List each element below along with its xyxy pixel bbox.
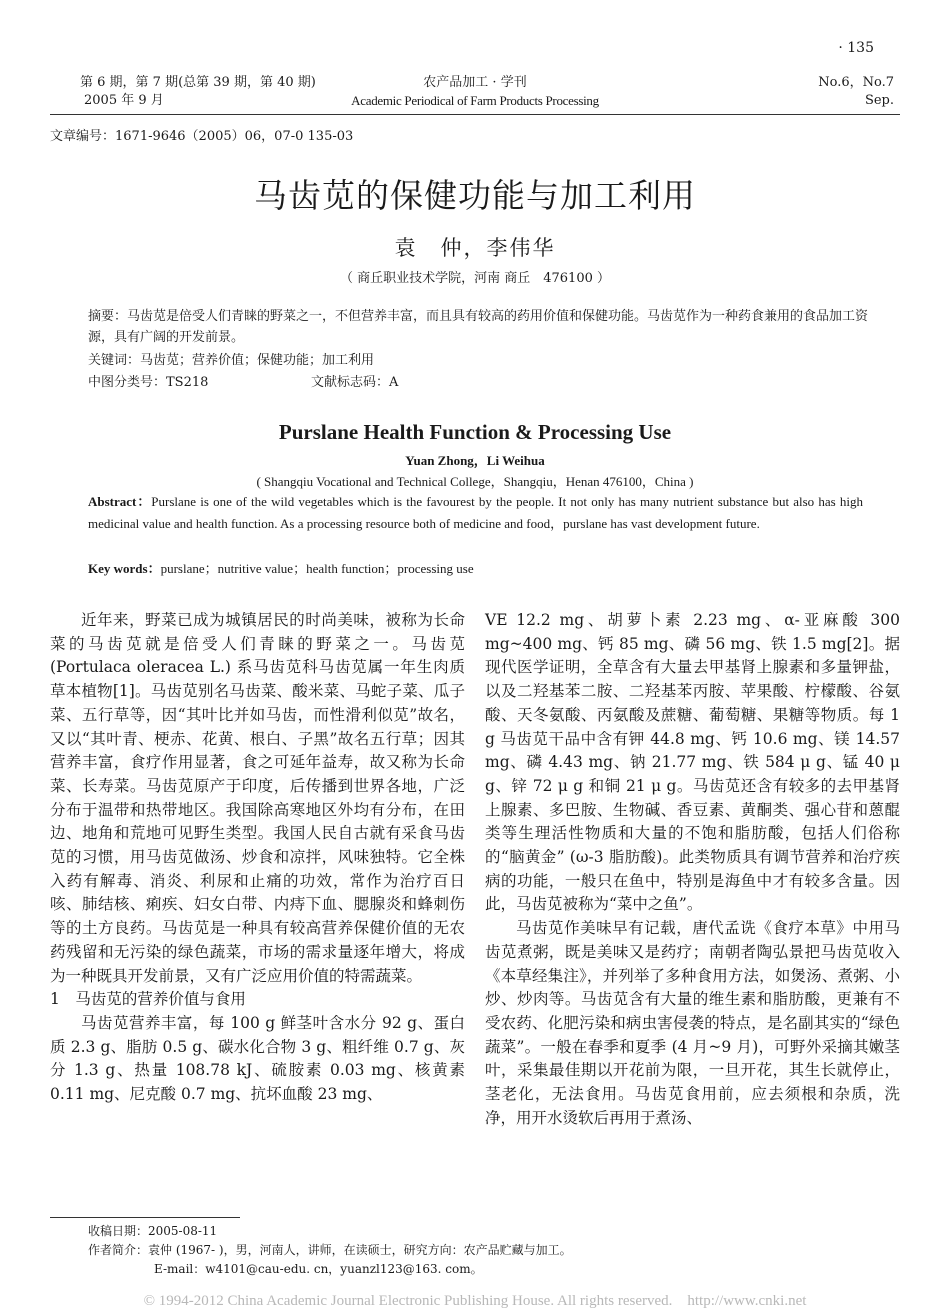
section-heading: 1 马齿苋的营养价值与食用 [50, 990, 246, 1009]
header-journal-en: Academic Periodical of Farm Products Processing [351, 93, 599, 108]
english-authors: Yuan Zhong，Li Weihua [405, 453, 545, 468]
body-column-right [485, 609, 900, 1130]
abstract-en-label: Abstract： [88, 494, 152, 509]
received-date: 收稿日期：2005-08-11 [88, 1224, 218, 1238]
keywords-cn: 关键词：马齿苋；营养价值；保健功能；加工利用 [88, 353, 375, 368]
keywords-en-label: Key words： [88, 561, 161, 576]
paragraph: 马齿苋作美味早有记载，唐代孟诜《食疗本草》中用马齿苋煮粥，既是美味又是药疗；南朝者陶弘景把马齿苋收入《本草经集注》，并列举了多种食用方法，如煲汤、煮粥、小炒、炒肉等。马齿苋含有大量的维生素和脂肪酸，更兼有不受农药、化肥污染和病虫害侵袭的特点，是名副其实的“绿色蔬菜”。一般在春季和夏季 (4 月~9 月)，可野外采摘其嫩茎叶，采集最佳期以开花前为限，一旦开花，其生长就停止，茎老化，无法食用。马齿苋食用前，应去须根和杂质，洗净，用开水烫软后再用于煮汤、 [485, 919, 900, 1127]
header-issue-en [818, 74, 894, 110]
english-title: Purslane Health Function & Processing Use [278, 420, 672, 444]
body-column-left [50, 609, 465, 1107]
header-divider [50, 114, 900, 115]
author-email: E-mail：w4101@cau-edu. cn，yuanzl123@163. com。 [154, 1262, 483, 1276]
classification-row [88, 372, 868, 393]
header-date: 2005 年 9 月 [84, 93, 164, 108]
article-number: 文章编号：1671-9646（2005）06，07-0 135-03 [50, 129, 354, 144]
header-journal [0, 74, 950, 110]
header-month-en: Sep. [864, 93, 894, 108]
header-issue-number-en: No.6，No.7 [818, 75, 894, 90]
paragraph: 马齿苋营养丰富，每 100 g 鲜茎叶含水分 92 g、蛋白质 2.3 g、脂肪 0.5 g、碳水化合物 3 g、粗纤维 0.7 g、灰分 1.3 g、热量 108.78 kJ、硫胺素 0.03 mg、核黄素 0.11 mg、尼克酸 0.7 mg、抗坏血酸 23 mg、 [50, 1013, 465, 1104]
document-code: 文献标志码：A [311, 375, 399, 390]
abstract-cn: 摘要：马齿苋是倍受人们青睐的野菜之一，不但营养丰富，而且具有较高的药用价值和保健功能。马齿苋作为一种药食兼用的食品加工资源，具有广阔的开发前景。 [88, 309, 869, 345]
keywords-en [88, 558, 863, 577]
english-affiliation: ( Shangqiu Vocational and Technical College，Shangqiu，Henan 476100，China ) [256, 474, 694, 489]
footnotes [88, 1222, 572, 1279]
paragraph: VE 12.2 mg、胡萝卜素 2.23 mg、α-亚麻酸 300 mg~400 mg、钙 85 mg、磷 56 mg、铁 1.5 mg[2]。据现代医学证明，全草含有大量去甲基肾上腺素和多量钾盐，以及二羟基苯二胺、二羟基苯丙胺、苹果酸、柠檬酸、谷氨酸、天冬氨酸、丙氨酸及蔗糖、葡萄糖、果糖等物质。每 1 g 马齿苋干品中含有钾 44.8 mg、钙 10.6 mg、镁 14.57 mg、磷 4.43 mg、钠 21.77 mg、铁 584 μ g、锰 40 μ g、锌 72 μ g 和铜 21 μ g。马齿苋还含有较多的去甲基肾上腺素、多巴胺、生物碱、香豆素、黄酮类、强心苷和蒽醌类等生理活性物质和大量的不饱和脂肪酸，包括人们俗称的“脑黄金” (ω-3 脂肪酸)。此类物质具有调节营养和治疗疾病的功能，一般只在鱼中，特别是海鱼中才有较多含量。因此，马齿苋被称为“菜中之鱼”。 [485, 611, 900, 914]
author-bio: 作者简介：袁仲 (1967- )，男，河南人，讲师，在读硕士，研究方向：农产品贮藏与加工。 [88, 1243, 572, 1257]
page-number: · 135 [838, 40, 874, 56]
header-issue: 第 6 期，第 7 期(总第 39 期，第 40 期) [80, 75, 316, 90]
copyright-watermark: © 1994-2012 China Academic Journal Electronic Publishing House. All rights reserved. http://www.cnki.net [143, 1293, 807, 1309]
footnote-divider [50, 1217, 240, 1218]
paragraph: 近年来，野菜已成为城镇居民的时尚美味，被称为长命菜的马齿苋就是倍受人们青睐的野菜之一。马齿苋 (Portulaca oleracea L.) 系马齿苋科马齿苋属一年生肉质草本植物[1]。马齿苋别名马齿菜、酸米菜、马蛇子菜、瓜子菜、五行草等，因“其叶比并如马齿，而性滑利似苋”故名，又以“其叶青、梗赤、花黄、根白、子黑”故名五行草；因其营养丰富，食疗作用显著，食之可延年益寿，故又称为长命菜、长寿菜。马齿苋原产于印度，后传播到世界各地，广泛分布于温带和热带地区。我国除高寒地区外均有分布，在田边、地角和荒地可见野生类型。我国人民自古就有采食马齿苋的习惯，用马齿苋做汤、炒食和凉拌，风味独特。它全株入药有解毒、消炎、利尿和止痛的功效，常作为治疗百日咳、肺结核、痢疾、妇女白带、内痔下血、腮腺炎和蜂刺伤等的土方良药。马齿苋是一种具有较高营养保健价值的无农药残留和无污染的绿色蔬菜，市场的需求量逐年增大，将成为一种既具开发前景，又有广泛应用价值的特需蔬菜。 [50, 611, 465, 985]
affiliation: （ 商丘职业技术学院，河南 商丘 476100 ） [339, 271, 611, 286]
abstract-en-text: Purslane is one of the wild vegetables which is the favourest by the people. It not only has many nutrient substance but also has high medicinal value and health function. As a processing resource both of medicine and food，purslane has vast development future. [88, 494, 863, 531]
classification-number: 中图分类号：TS218 [88, 375, 209, 390]
author-list: 袁 仲，李伟华 [394, 236, 556, 260]
abstract-en [88, 491, 863, 535]
keywords-en-text: purslane；nutritive value；health function；processing use [160, 561, 474, 576]
page-title: 马齿苋的保健功能与加工利用 [254, 176, 696, 215]
header-journal-cn: 农产品加工 · 学刊 [423, 75, 527, 90]
